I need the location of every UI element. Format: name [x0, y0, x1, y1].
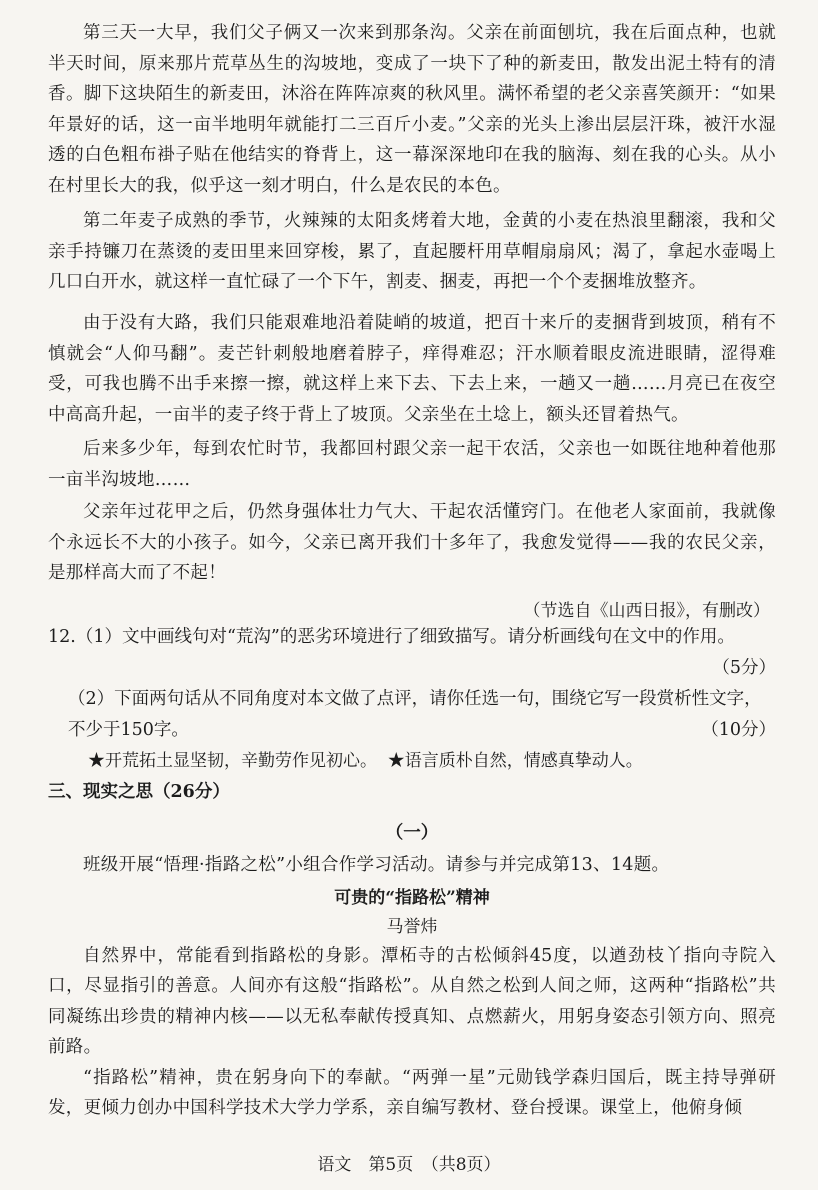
question-12 — [48, 622, 776, 777]
story-paragraph-2 — [48, 206, 776, 298]
story-paragraph-4 — [48, 434, 776, 495]
story-paragraph-5 — [48, 497, 776, 589]
article-title: 可贵的“指路松”精神 — [334, 887, 490, 908]
page-footer: 语文 第5页 （共8页） — [317, 1155, 501, 1175]
paragraph-text: 父亲年过花甲之后，仍然身强体壮力气大、干起农活懂窍门。在他老人家面前，我就像个永远长不大的小孩子。如今，父亲已离开我们十多年了，我愈发觉得——我的农民父亲，是那样高大而了不起！ — [48, 502, 776, 583]
paragraph-text: 由于没有大路，我们只能艰难地沿着陡峭的坡道，把百十来斤的麦捆背到坡顶，稍有不慎就会“人仰马翻”。麦芒针刺般地磨着脖子，痒得难忍；汗水顺着眼皮流进眼睛，涩得难受，可我也腾不出手来擦一擦，就这样上来下去、下去上来，一趟又一趟……月亮已在夜空中高高升起，一亩半的麦子终于背上了坡顶。父亲坐在土埝上，额头还冒着热气。 — [48, 313, 776, 425]
paragraph-text: 后来多少年，每到农忙时节，我都回村跟父亲一起干农活，父亲也一如既往地种着他那一亩半沟坡地…… — [48, 439, 776, 490]
question-12-1-score: （5分） — [712, 658, 776, 678]
question-12-2: （2）下面两句话从不同角度对本文做了点评，请你任选一句，围绕它写一段赏析性文字，不少于150字。 — [68, 689, 762, 740]
paragraph-text: 第三天一大早，我们父子俩又一次来到那条沟。父亲在前面刨坑，我在后面点种，也就半天时间，原来那片荒草丛生的沟坡地，变成了一块下了种的新麦田，散发出泥土特有的清香。脚下这块陌生的新麦田，沐浴在阵阵凉爽的秋风里。满怀希望的老父亲喜笑颜开：“如果年景好的话，这一亩半地明年就能打二三百斤小麦。”父亲的光头上渗出层层汗珠，被汗水湿透的白色粗布褂子贴在他结实的脊背上，这一幕深深地印在我的脑海、刻在我的心头。从小在村里长大的我，似乎这一刻才明白，什么是农民的本色。 — [48, 23, 776, 196]
article-paragraph-1: 自然界中，常能看到指路松的身影。潭柘寺的古松倾斜45度，以遒劲枝丫指向寺院入口，尽显指引的善意。人间亦有这般“指路松”。从自然之松到人间之师，这两种“指路松”共同凝练出珍贵的精神内核——以无私奉献传授真知、点燃薪火，用躬身姿态引领方向、照亮前路。 — [48, 945, 776, 1057]
story-paragraph-1 — [48, 18, 776, 201]
article-paragraph-2: “指路松”精神，贵在躬身向下的奉献。“两弹一星”元勋钱学森归国后，既主持导弹研发，更倾力创办中国科学技术大学力学系，亲自编写教材、登台授课。课堂上，他俯身倾 — [48, 1067, 776, 1118]
article-author: 马誉炜 — [386, 916, 438, 937]
section-3 — [48, 778, 776, 1124]
section-heading: 三、现实之思（26分） — [48, 782, 230, 802]
story-paragraph-3 — [48, 308, 776, 430]
part-label: （一） — [385, 823, 439, 843]
question-12-1: 12.（1）文中画线句对“荒沟”的恶劣环境进行了细致描写。请分析画线句在文中的作用。 — [48, 627, 735, 647]
activity-intro: 班级开展“悟理·指路之松”小组合作学习活动。请参与并完成第13、14题。 — [83, 855, 670, 875]
question-12-2-score: （10分） — [701, 720, 776, 740]
source-note: （节选自《山西日报》，有删改） — [523, 601, 770, 621]
evaluation-options: ★开荒拓土显坚韧，辛勤劳作见初心。 ★语言质朴自然，情感真挚动人。 — [88, 751, 643, 771]
paragraph-text: 第二年麦子成熟的季节，火辣辣的太阳炙烤着大地，金黄的小麦在热浪里翻滚，我和父亲手持镰刀在蒸烫的麦田里来回穿梭，累了，直起腰杆用草帽扇扇风；渴了，拿起水壶喝上几口白开水，就这样一直忙碌了一个下午，割麦、捆麦，再把一个个麦捆堆放整齐。 — [48, 211, 776, 292]
